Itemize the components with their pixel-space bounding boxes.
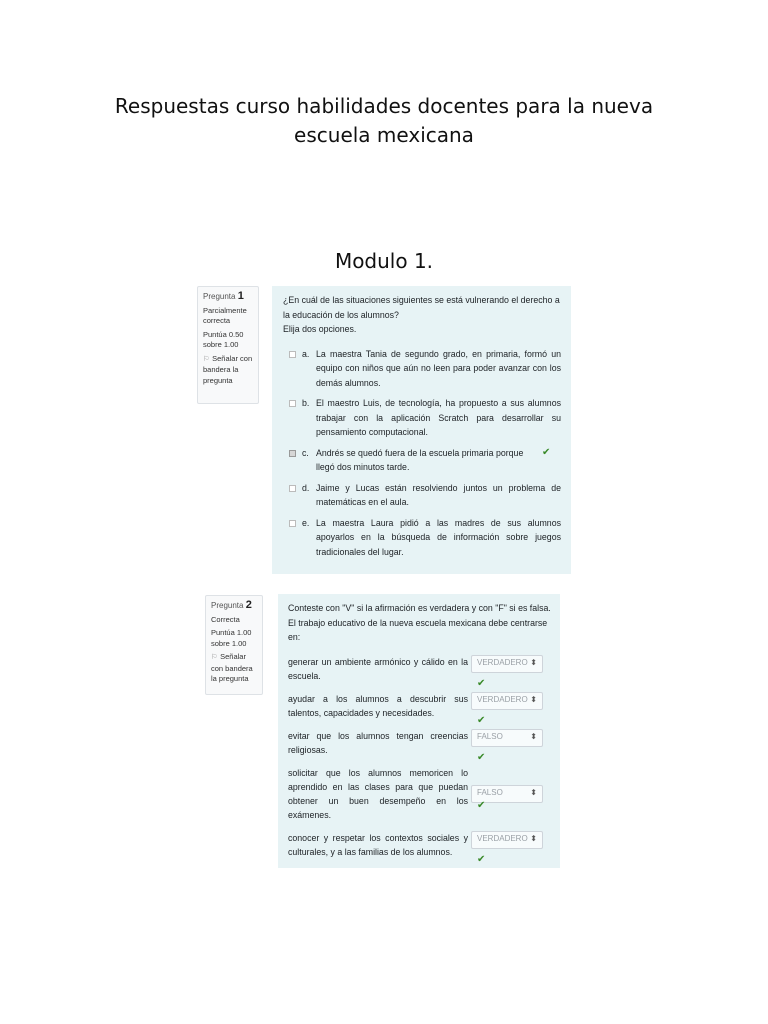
question-prompt: Conteste con "V" si la afirmación es verdadera y con "F" si es falsa. <box>288 603 551 613</box>
chevron-updown-icon: ⬍ <box>530 732 537 742</box>
answer-select[interactable]: VERDADERO ⬍ <box>471 692 543 710</box>
check-icon: ✔ <box>477 854 486 865</box>
flag-question-link[interactable]: ⚐ Señalar con bandera la pregunta <box>203 353 253 385</box>
flag-icon: ⚐ <box>203 355 210 363</box>
question-2-panel <box>278 594 560 868</box>
option-text: Jaime y Lucas están resolviendo juntos un problema de matemáticas en el aula. <box>316 482 561 507</box>
statement-text: solicitar que los alumnos memoricen lo aprendido en las clases para que puedan obtener un buen desempeño en los exámenes. <box>288 767 468 820</box>
option-c[interactable] <box>283 446 561 475</box>
statement-text: conocer y respetar los contextos sociales y culturales, y a las familias de los alumnos. <box>288 832 468 857</box>
option-letter: d. <box>302 482 310 493</box>
check-icon: ✔ <box>477 715 486 726</box>
statement-text: generar un ambiente armónico y cálido en la escuela. <box>288 656 468 681</box>
option-checkbox-checked[interactable] <box>289 450 296 457</box>
option-b[interactable] <box>283 396 561 440</box>
statement-text: evitar que los alumnos tengan creencias religiosas. <box>288 730 468 755</box>
option-a[interactable] <box>283 347 561 391</box>
answer-select[interactable]: FALSO ⬍ <box>471 729 543 747</box>
document-title-line-2: escuela mexicana <box>294 123 474 147</box>
document-title <box>84 92 684 150</box>
option-text: Andrés se quedó fuera de la escuela primaria porque llegó dos minutos tarde. <box>316 447 524 472</box>
option-text: La maestra Laura pidió a las madres de sus alumnos apoyarlos en la búsqueda de información sobre juegos tradicionales del lugar. <box>316 517 561 557</box>
answer-select[interactable]: FALSO ⬍ <box>471 785 543 803</box>
option-d[interactable] <box>283 481 561 510</box>
chevron-updown-icon: ⬍ <box>530 658 537 668</box>
question-1-info <box>197 286 259 404</box>
option-letter: c. <box>302 447 309 458</box>
question-instruction: El trabajo educativo de la nueva escuela mexicana debe centrarse en: <box>288 617 548 642</box>
statement-text: ayudar a los alumnos a descubrir sus talentos, capacidades y necesidades. <box>288 693 468 718</box>
question-number: Pregunta 1 <box>203 290 244 302</box>
statement-row <box>288 655 552 689</box>
statement-row <box>288 831 552 865</box>
option-letter: e. <box>302 517 310 528</box>
option-letter: b. <box>302 398 310 408</box>
question-number: Pregunta 2 <box>211 599 252 611</box>
check-icon: ✔ <box>477 752 486 763</box>
option-text: El maestro Luis, de tecnología, ha propuesto a sus alumnos trabajar con la aplicación Scratch para desarrollar su pensamiento computacional. <box>316 398 561 437</box>
flag-icon: ⚐ <box>211 654 218 661</box>
chevron-updown-icon: ⬍ <box>530 788 537 798</box>
question-score: Puntúa 0.50 sobre 1.00 <box>203 329 244 349</box>
question-2-info <box>205 595 263 695</box>
check-icon: ✔ <box>477 678 486 689</box>
question-instruction: Elija dos opciones. <box>283 324 357 334</box>
answer-select[interactable]: VERDADERO ⬍ <box>471 655 543 673</box>
statement-row <box>288 766 552 822</box>
option-text: La maestra Tania de segundo grado, en primaria, formó un equipo con niños que aún no leen para poder avanzar con los demás alumnos. <box>316 348 561 388</box>
statement-row <box>288 729 552 763</box>
question-score: Puntúa 1.00 sobre 1.00 <box>211 628 252 648</box>
question-status: Parcialmente correcta <box>203 305 247 325</box>
check-icon: ✔ <box>542 446 551 458</box>
module-title: Modulo 1. <box>334 249 434 273</box>
question-status: Correcta <box>211 614 240 624</box>
option-checkbox[interactable] <box>289 485 296 492</box>
check-icon: ✔ <box>477 800 486 811</box>
document-title-line-1: Respuestas curso habilidades docentes para la nueva <box>114 94 654 118</box>
option-checkbox[interactable] <box>289 351 296 358</box>
question-prompt: ¿En cuál de las situaciones siguientes se está vulnerando el derecho a la educación de los alumnos? <box>283 295 560 320</box>
chevron-updown-icon: ⬍ <box>530 695 537 705</box>
statement-row <box>288 692 552 726</box>
flag-question-link[interactable]: ⚐ Señalar con bandera la pregunta <box>211 652 253 683</box>
option-letter: a. <box>302 348 310 359</box>
chevron-updown-icon: ⬍ <box>530 834 537 844</box>
option-e[interactable] <box>283 516 561 560</box>
question-1-panel <box>272 286 571 574</box>
option-checkbox[interactable] <box>289 520 296 527</box>
answer-select[interactable]: VERDADERO ⬍ <box>471 831 543 849</box>
option-checkbox[interactable] <box>289 400 296 407</box>
